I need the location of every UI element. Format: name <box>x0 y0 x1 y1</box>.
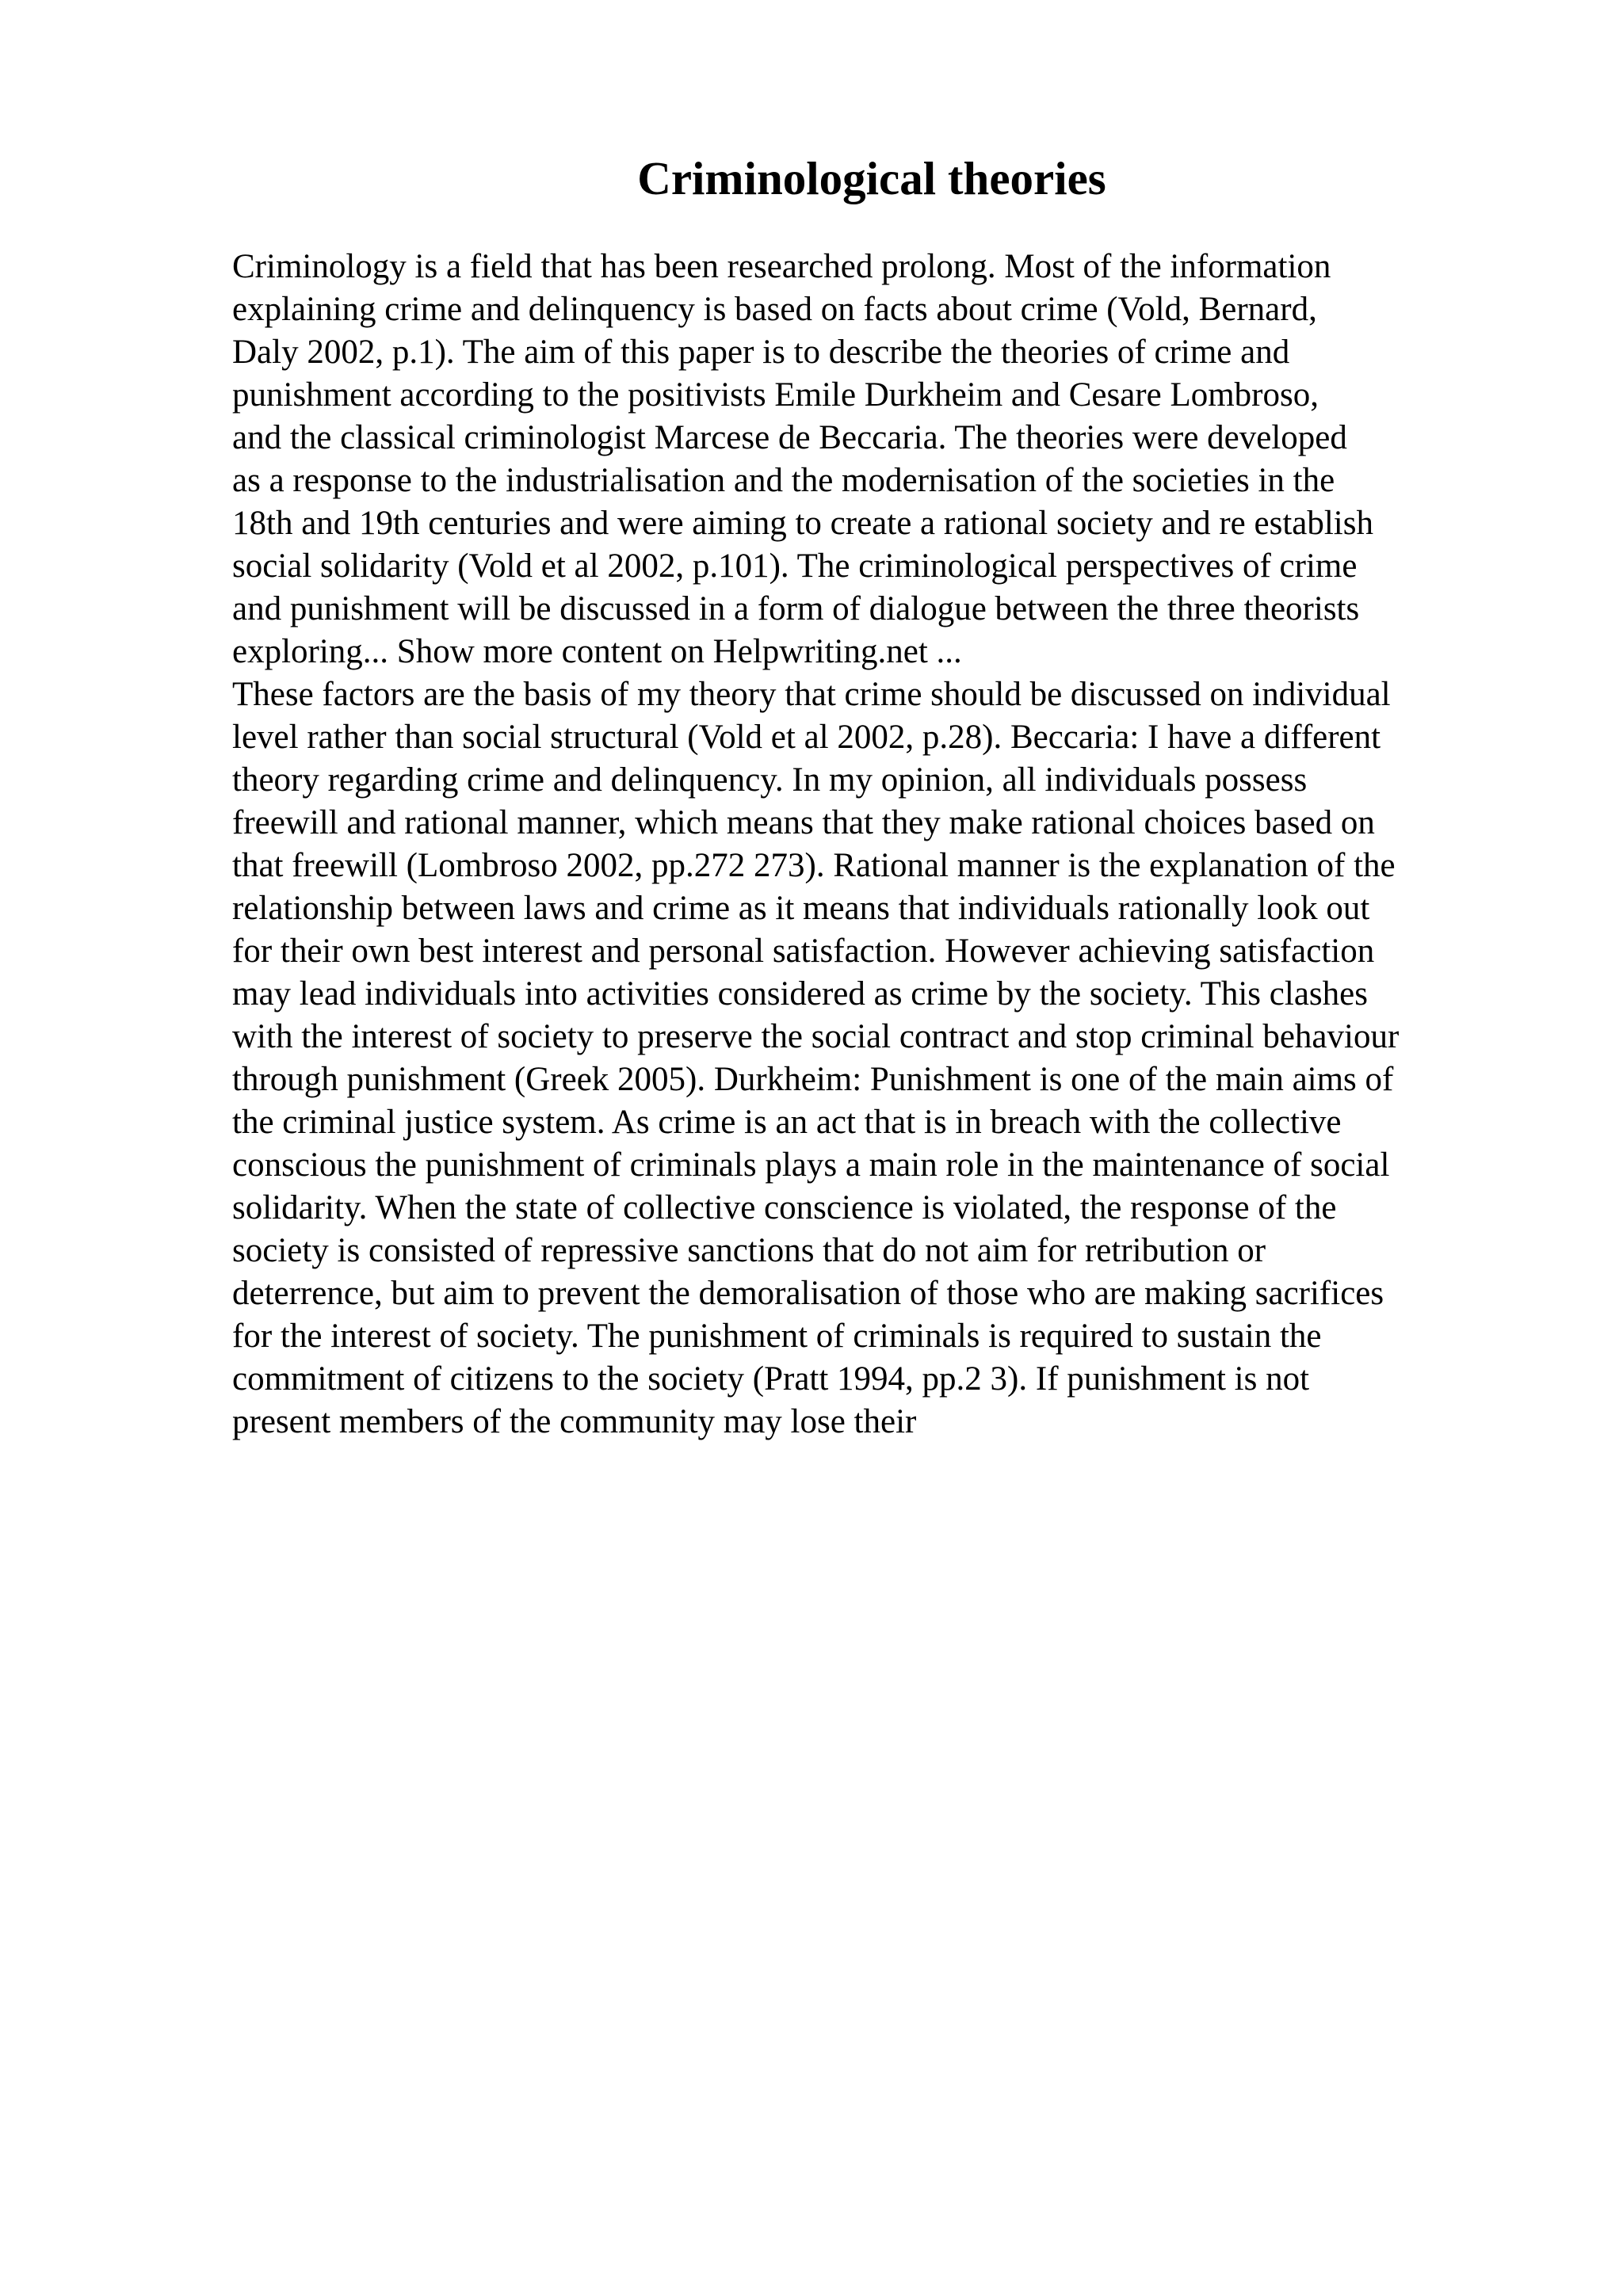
body-line: through punishment (Greek 2005). Durkheim: Punishment is one of the main aims of <box>232 1061 1394 1098</box>
body-line: Criminology is a field that has been researched prolong. Most of the information <box>232 248 1331 285</box>
body-line: level rather than social structural (Vold et al 2002, p.28). Beccaria: I have a different <box>232 719 1381 756</box>
body-line: punishment according to the positivists Emile Durkheim and Cesare Lombroso, <box>232 376 1319 414</box>
body-line: for the interest of society. The punishment of criminals is required to sustain the <box>232 1318 1322 1355</box>
body-line: 18th and 19th centuries and were aiming to create a rational society and re establish <box>232 505 1373 542</box>
body-line: for their own best interest and personal satisfaction. However achieving satisfaction <box>232 933 1375 970</box>
body-line: These factors are the basis of my theory that crime should be discussed on individual <box>232 676 1391 713</box>
body-line: commitment of citizens to the society (Pratt 1994, pp.2 3). If punishment is not <box>232 1360 1310 1398</box>
document-title: Criminological theories <box>637 152 1106 204</box>
body-line: Daly 2002, p.1). The aim of this paper is to describe the theories of crime and <box>232 334 1290 371</box>
body-line: as a response to the industrialisation and the modernisation of the societies in the <box>232 462 1335 499</box>
body-line: and punishment will be discussed in a form of dialogue between the three theorists <box>232 590 1360 627</box>
body-line: relationship between laws and crime as it means that individuals rationally look out <box>232 890 1370 927</box>
body-line: solidarity. When the state of collective conscience is violated, the response of the <box>232 1189 1337 1226</box>
body-line: that freewill (Lombroso 2002, pp.272 273). Rational manner is the explanation of the <box>232 847 1396 884</box>
body-line: explaining crime and delinquency is based on facts about crime (Vold, Bernard, <box>232 291 1317 328</box>
body-line: may lead individuals into activities considered as crime by the society. This clashes <box>232 975 1368 1013</box>
document-body <box>232 246 1516 1444</box>
body-line: the criminal justice system. As crime is an act that is in breach with the collective <box>232 1104 1342 1141</box>
body-line: present members of the community may lose their <box>232 1403 917 1440</box>
body-line: with the interest of society to preserve the social contract and stop criminal behaviour <box>232 1018 1400 1055</box>
body-line: exploring... Show more content on Helpwriting.net ... <box>232 633 962 670</box>
body-line: social solidarity (Vold et al 2002, p.101). The criminological perspectives of crime <box>232 547 1358 585</box>
body-line: and the classical criminologist Marcese de Beccaria. The theories were developed <box>232 419 1347 456</box>
body-line: society is consisted of repressive sanctions that do not aim for retribution or <box>232 1232 1266 1269</box>
body-line: freewill and rational manner, which means that they make rational choices based on <box>232 804 1375 841</box>
body-line: theory regarding crime and delinquency. In my opinion, all individuals possess <box>232 761 1308 799</box>
body-line: conscious the punishment of criminals plays a main role in the maintenance of social <box>232 1146 1390 1184</box>
body-line: deterrence, but aim to prevent the demoralisation of those who are making sacrifices <box>232 1275 1384 1312</box>
